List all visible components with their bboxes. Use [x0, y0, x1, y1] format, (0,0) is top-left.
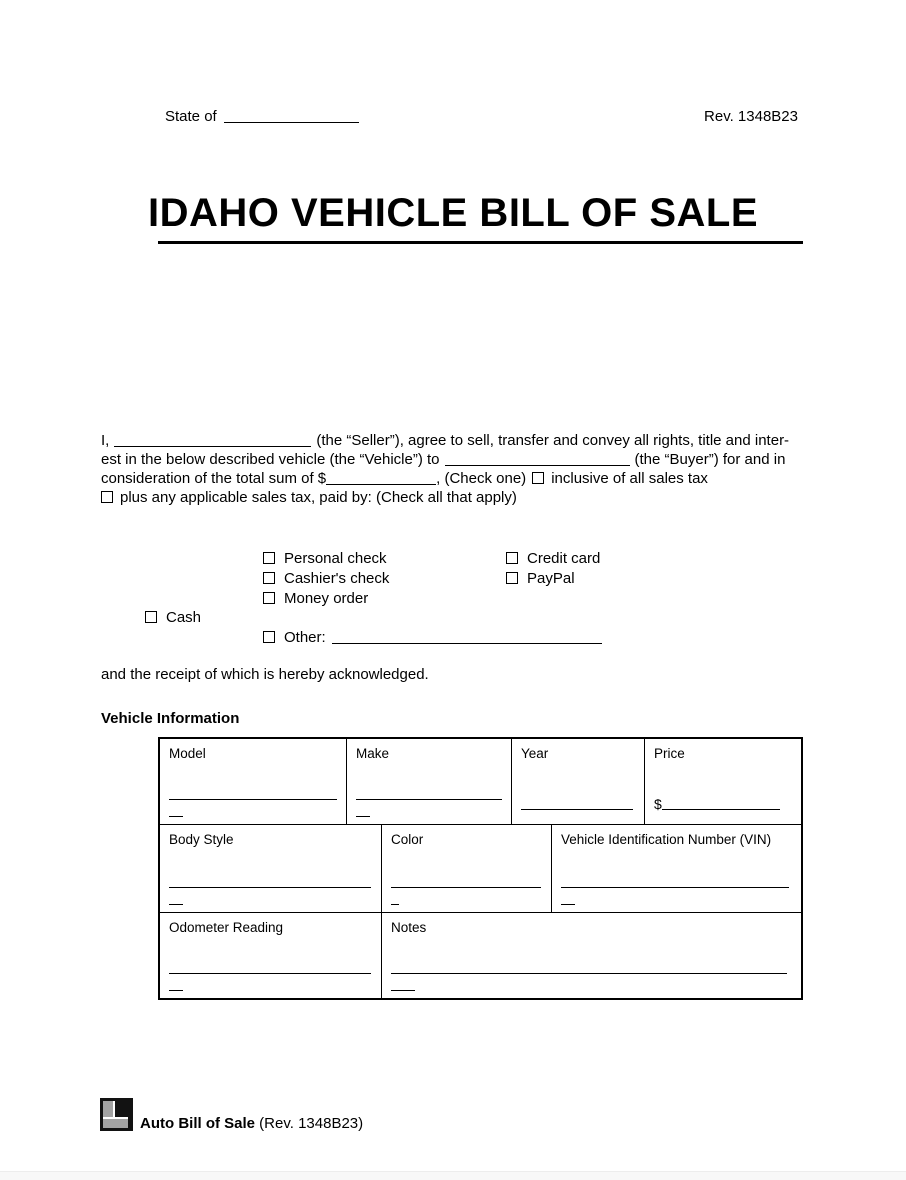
payment-option-personal-check — [263, 549, 387, 568]
payment-option-paypal — [506, 569, 575, 588]
odometer-label: Odometer Reading — [169, 920, 284, 935]
year-label: Year — [521, 746, 549, 761]
agreement-line-3 — [101, 469, 789, 488]
personal-check-label: Personal check — [284, 550, 387, 567]
agreement-line-2 — [101, 450, 789, 469]
color-label: Color — [391, 832, 424, 847]
model-blank-stub[interactable] — [169, 816, 183, 817]
notes-cell — [382, 913, 801, 998]
receipt-acknowledgement: and the receipt of which is hereby acknowledged. — [101, 666, 429, 683]
agreement-line2-pre: est in the below described vehicle (the “Vehicle”) to — [101, 451, 440, 468]
payment-option-money-order — [263, 589, 368, 608]
vehicle-information-heading: Vehicle Information — [101, 710, 240, 727]
notes-label: Notes — [391, 920, 427, 935]
color-blank-stub[interactable] — [391, 904, 399, 905]
paypal-label: PayPal — [527, 570, 575, 587]
agreement-line1-pre: I, — [101, 432, 110, 449]
price-label: Price — [654, 746, 685, 761]
money-order-checkbox[interactable] — [263, 592, 275, 604]
price-entry — [654, 796, 780, 812]
make-label: Make — [356, 746, 390, 761]
table-row-1 — [160, 739, 801, 825]
odometer-blank-stub[interactable] — [169, 990, 183, 991]
vin-cell — [552, 825, 801, 912]
credit-card-checkbox[interactable] — [506, 552, 518, 564]
table-row-3 — [160, 913, 801, 998]
agreement-line3-pre: consideration of the total sum of $ — [101, 470, 327, 487]
price-cell — [645, 739, 801, 824]
personal-check-checkbox[interactable] — [263, 552, 275, 564]
revision-number: Rev. 1348B23 — [704, 108, 798, 125]
state-of-label: State of — [165, 108, 217, 125]
body-style-blank[interactable] — [169, 887, 371, 888]
model-cell — [160, 739, 347, 824]
notes-blank-stub[interactable] — [391, 990, 415, 991]
payment-option-cash — [145, 608, 201, 627]
page-title: IDAHO VEHICLE BILL OF SALE — [147, 191, 759, 235]
state-name-blank[interactable] — [224, 109, 359, 123]
agreement-line-1 — [101, 431, 789, 450]
model-label: Model — [169, 746, 206, 761]
odometer-blank[interactable] — [169, 973, 371, 974]
other-payment-blank[interactable] — [332, 630, 602, 644]
notes-blank[interactable] — [391, 973, 787, 974]
other-label: Other: — [284, 629, 326, 646]
body-style-label: Body Style — [169, 832, 234, 847]
payment-option-cashiers-check — [263, 569, 389, 588]
inclusive-sales-tax-checkbox[interactable] — [532, 472, 544, 484]
state-of-line — [165, 107, 359, 126]
make-blank-stub[interactable] — [356, 816, 370, 817]
title-rule — [158, 241, 803, 244]
money-order-label: Money order — [284, 590, 369, 607]
buyer-name-blank[interactable] — [445, 452, 630, 466]
vin-blank[interactable] — [561, 887, 789, 888]
price-blank[interactable] — [662, 797, 780, 810]
agreement-line3-mid: , (Check one) — [436, 470, 527, 487]
model-blank[interactable] — [169, 799, 337, 800]
agreement-line2-post: (the “Buyer”) for and in — [634, 451, 786, 468]
year-cell — [512, 739, 645, 824]
make-blank[interactable] — [356, 799, 502, 800]
payment-option-credit-card — [506, 549, 600, 568]
footer-brand-name: Auto Bill of Sale — [140, 1115, 256, 1132]
year-blank[interactable] — [521, 809, 633, 810]
logo-l-horizontal — [103, 1117, 128, 1128]
footer-brand-line — [140, 1115, 363, 1132]
agreement-line1-post: (the “Seller”), agree to sell, transfer and convey all rights, title and inter- — [316, 432, 790, 449]
sale-amount-blank[interactable] — [326, 471, 436, 485]
cash-label: Cash — [166, 609, 202, 626]
vin-label: Vehicle Identification Number (VIN) — [561, 832, 772, 847]
brand-logo-icon — [100, 1098, 133, 1131]
cashiers-check-checkbox[interactable] — [263, 572, 275, 584]
seller-name-blank[interactable] — [114, 433, 311, 447]
body-style-cell — [160, 825, 382, 912]
cash-checkbox[interactable] — [145, 611, 157, 623]
inclusive-sales-tax-label: inclusive of all sales tax — [551, 470, 708, 487]
agreement-line-4 — [101, 488, 789, 507]
plus-sales-tax-checkbox[interactable] — [101, 491, 113, 503]
other-checkbox[interactable] — [263, 631, 275, 643]
plus-sales-tax-label: plus any applicable sales tax, paid by: (Check all that apply) — [120, 489, 517, 506]
make-cell — [347, 739, 512, 824]
price-dollar-sign: $ — [654, 796, 662, 812]
vin-blank-stub[interactable] — [561, 904, 575, 905]
table-row-2 — [160, 825, 801, 913]
cashiers-check-label: Cashier's check — [284, 570, 390, 587]
payment-option-other — [263, 628, 602, 647]
page-bottom-edge — [0, 1171, 906, 1180]
footer-brand-revision: (Rev. 1348B23) — [255, 1115, 364, 1132]
paypal-checkbox[interactable] — [506, 572, 518, 584]
color-blank[interactable] — [391, 887, 541, 888]
credit-card-label: Credit card — [527, 550, 601, 567]
body-style-blank-stub[interactable] — [169, 904, 183, 905]
vehicle-information-table — [158, 737, 803, 1000]
odometer-cell — [160, 913, 382, 998]
agreement-paragraph — [101, 431, 789, 507]
color-cell — [382, 825, 552, 912]
